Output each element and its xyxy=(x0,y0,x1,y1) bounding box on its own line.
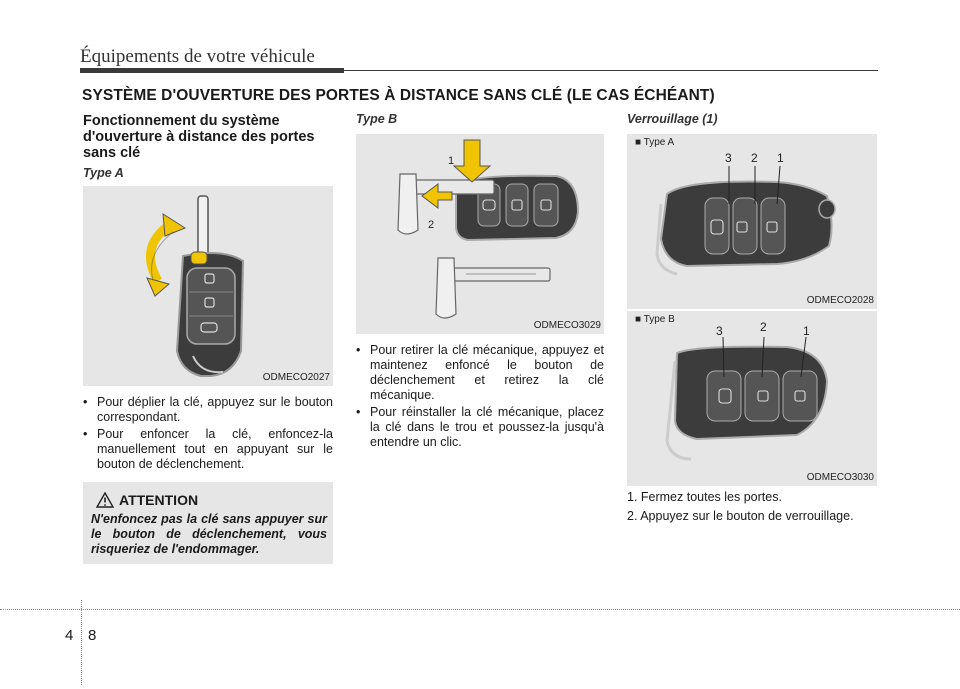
footer-vertical-rule xyxy=(81,600,82,685)
col2-bullet-list xyxy=(356,343,604,452)
key-fob-type-a-lock-illustration xyxy=(627,134,877,309)
col3-heading: Verrouillage (1) xyxy=(627,112,718,126)
figure-tag: ■ Type A xyxy=(635,137,675,148)
list-item: • Pour enfoncer la clé, enfoncez-la manuellement tout en appuyant sur le bouton de déclenchement. xyxy=(83,427,333,472)
list-item: • Pour réinstaller la clé mécanique, placez la clé dans le trou et poussez-la jusqu'à entendre un clic. xyxy=(356,405,604,450)
header-rule-thin xyxy=(344,70,878,71)
list-item: 1. Fermez toutes les portes. xyxy=(627,490,782,504)
key-fob-type-b-illustration xyxy=(356,134,604,334)
list-item: • Pour retirer la clé mécanique, appuyez et maintenez enfoncé le bouton de déclenchement et retirez la clé mécanique. xyxy=(356,343,604,403)
key-fob-type-b-lock-illustration xyxy=(627,311,877,486)
figure-code: ODMECO3029 xyxy=(533,320,601,331)
figure-code: ODMECO2028 xyxy=(806,295,874,306)
figure-lock-type-a xyxy=(627,134,877,309)
col3-step-list xyxy=(627,488,877,526)
warning-triangle-icon xyxy=(96,492,114,508)
callout-3: 3 xyxy=(716,324,723,338)
page-header-title: Équipements de votre véhicule xyxy=(80,46,315,67)
footer-dotted-rule xyxy=(0,609,960,610)
section-title: SYSTÈME D'OUVERTURE DES PORTES À DISTANCE SANS CLÉ (LE CAS ÉCHÉANT) xyxy=(82,87,715,104)
callout-2: 2 xyxy=(760,320,767,334)
figure-code: ODMECO2027 xyxy=(262,372,330,383)
key-fob-type-a-illustration xyxy=(83,186,333,386)
figure-tag: ■ Type B xyxy=(635,314,675,325)
callout-2: 2 xyxy=(751,151,758,165)
callout-3: 3 xyxy=(725,151,732,165)
callout-1: 1 xyxy=(803,324,810,338)
figure-key-type-a-fold xyxy=(83,186,333,386)
warning-box xyxy=(83,482,333,564)
col1-type-label: Type A xyxy=(83,166,124,180)
header-rule-thick xyxy=(80,68,344,73)
col1-heading: Fonctionnement du système d'ouverture à distance des portes sans clé xyxy=(83,113,315,161)
warning-title: ATTENTION xyxy=(119,492,199,508)
col2-type-label: Type B xyxy=(356,112,398,126)
callout-1: 1 xyxy=(777,151,784,165)
callout-2: 2 xyxy=(428,219,435,231)
page-number: 8 xyxy=(88,627,97,644)
figure-code: ODMECO3030 xyxy=(806,472,874,483)
list-item: 2. Appuyez sur le bouton de verrouillage. xyxy=(627,509,854,523)
figure-key-type-b-blade xyxy=(356,134,604,334)
list-item: • Pour déplier la clé, appuyez sur le bouton correspondant. xyxy=(83,395,333,425)
warning-text: N'enfoncez pas la clé sans appuyer sur le bouton de déclenchement, vous risqueriez de l'endommager. xyxy=(91,512,327,556)
chapter-number: 4 xyxy=(65,627,74,644)
figure-lock-type-b xyxy=(627,311,877,486)
col1-bullet-list xyxy=(83,395,333,474)
callout-1: 1 xyxy=(448,155,455,167)
